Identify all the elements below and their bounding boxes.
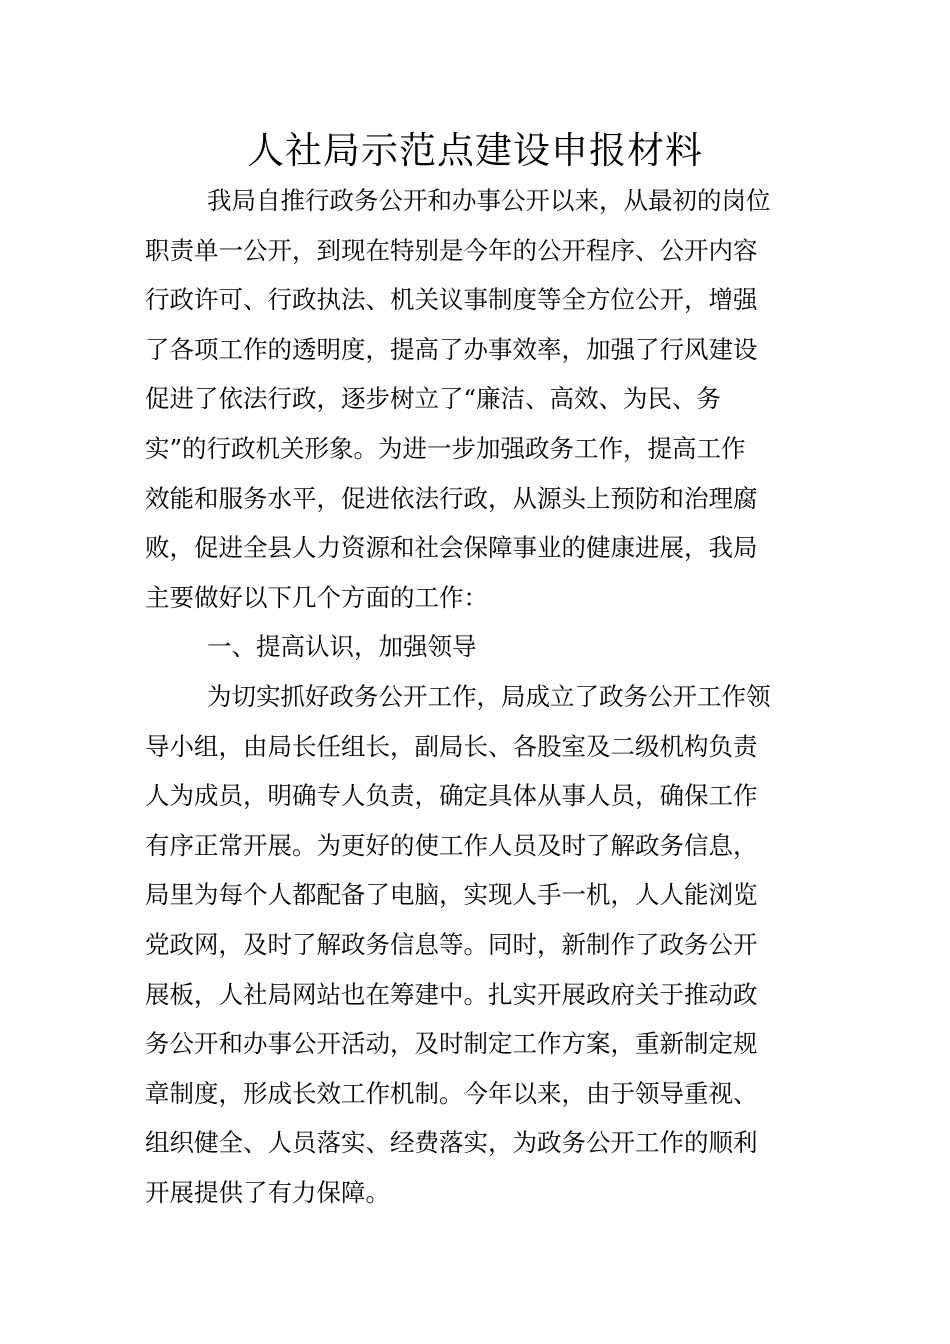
- text-line: 败，促进全县人力资源和社会保障事业的健康进展，我局: [145, 533, 758, 563]
- text-line: 一、提高认识，加强领导: [207, 632, 477, 662]
- text-line: 展板，人社局网站也在筹建中。扎实开展政府关于推动政: [145, 979, 758, 1009]
- text-line: 组织健全、人员落实、经费落实，为政务公开工作的顺利: [145, 1128, 758, 1158]
- text-line: 党政网，及时了解政务信息等。同时，新制作了政务公开: [145, 929, 758, 959]
- text-line: 实”的行政机关形象。为进一步加强政务工作，提高工作: [145, 433, 746, 463]
- text-line: 局里为每个人都配备了电脑，实现人手一机，人人能浏览: [145, 880, 758, 910]
- document-body: [145, 176, 815, 1217]
- text-line: 职责单一公开，到现在特别是今年的公开程序、公开内容: [145, 235, 758, 265]
- text-line: 章制度，形成长效工作机制。今年以来，由于领导重视、: [145, 1078, 758, 1108]
- text-line: 开展提供了有力保障。: [145, 1177, 390, 1207]
- text-line: 导小组，由局长任组长，副局长、各股室及二级机构负责: [145, 731, 758, 761]
- text-line: 人为成员，明确专人负责，确定具体从事人员，确保工作: [145, 781, 758, 811]
- text-line: 了各项工作的透明度，提高了办事效率，加强了行风建设: [145, 334, 758, 364]
- text-line: 促进了依法行政，逐步树立了“廉洁、高效、为民、务: [145, 384, 722, 414]
- text-line: 务公开和办事公开活动，及时制定工作方案，重新制定规: [145, 1029, 758, 1059]
- text-line: 我局自推行政务公开和办事公开以来，从最初的岗位: [207, 186, 771, 215]
- document-title: 人社局示范点建设申报材料: [247, 129, 703, 172]
- text-line: 有序正常开展。为更好的使工作人员及时了解政务信息，: [145, 830, 758, 860]
- text-line: 行政许可、行政执法、机关议事制度等全方位公开，增强: [145, 285, 758, 315]
- text-line: 为切实抓好政务公开工作，局成立了政务公开工作领: [207, 681, 771, 711]
- text-line: 主要做好以下几个方面的工作：: [145, 582, 488, 612]
- text-line: 效能和服务水平，促进依法行政，从源头上预防和治理腐: [145, 483, 758, 513]
